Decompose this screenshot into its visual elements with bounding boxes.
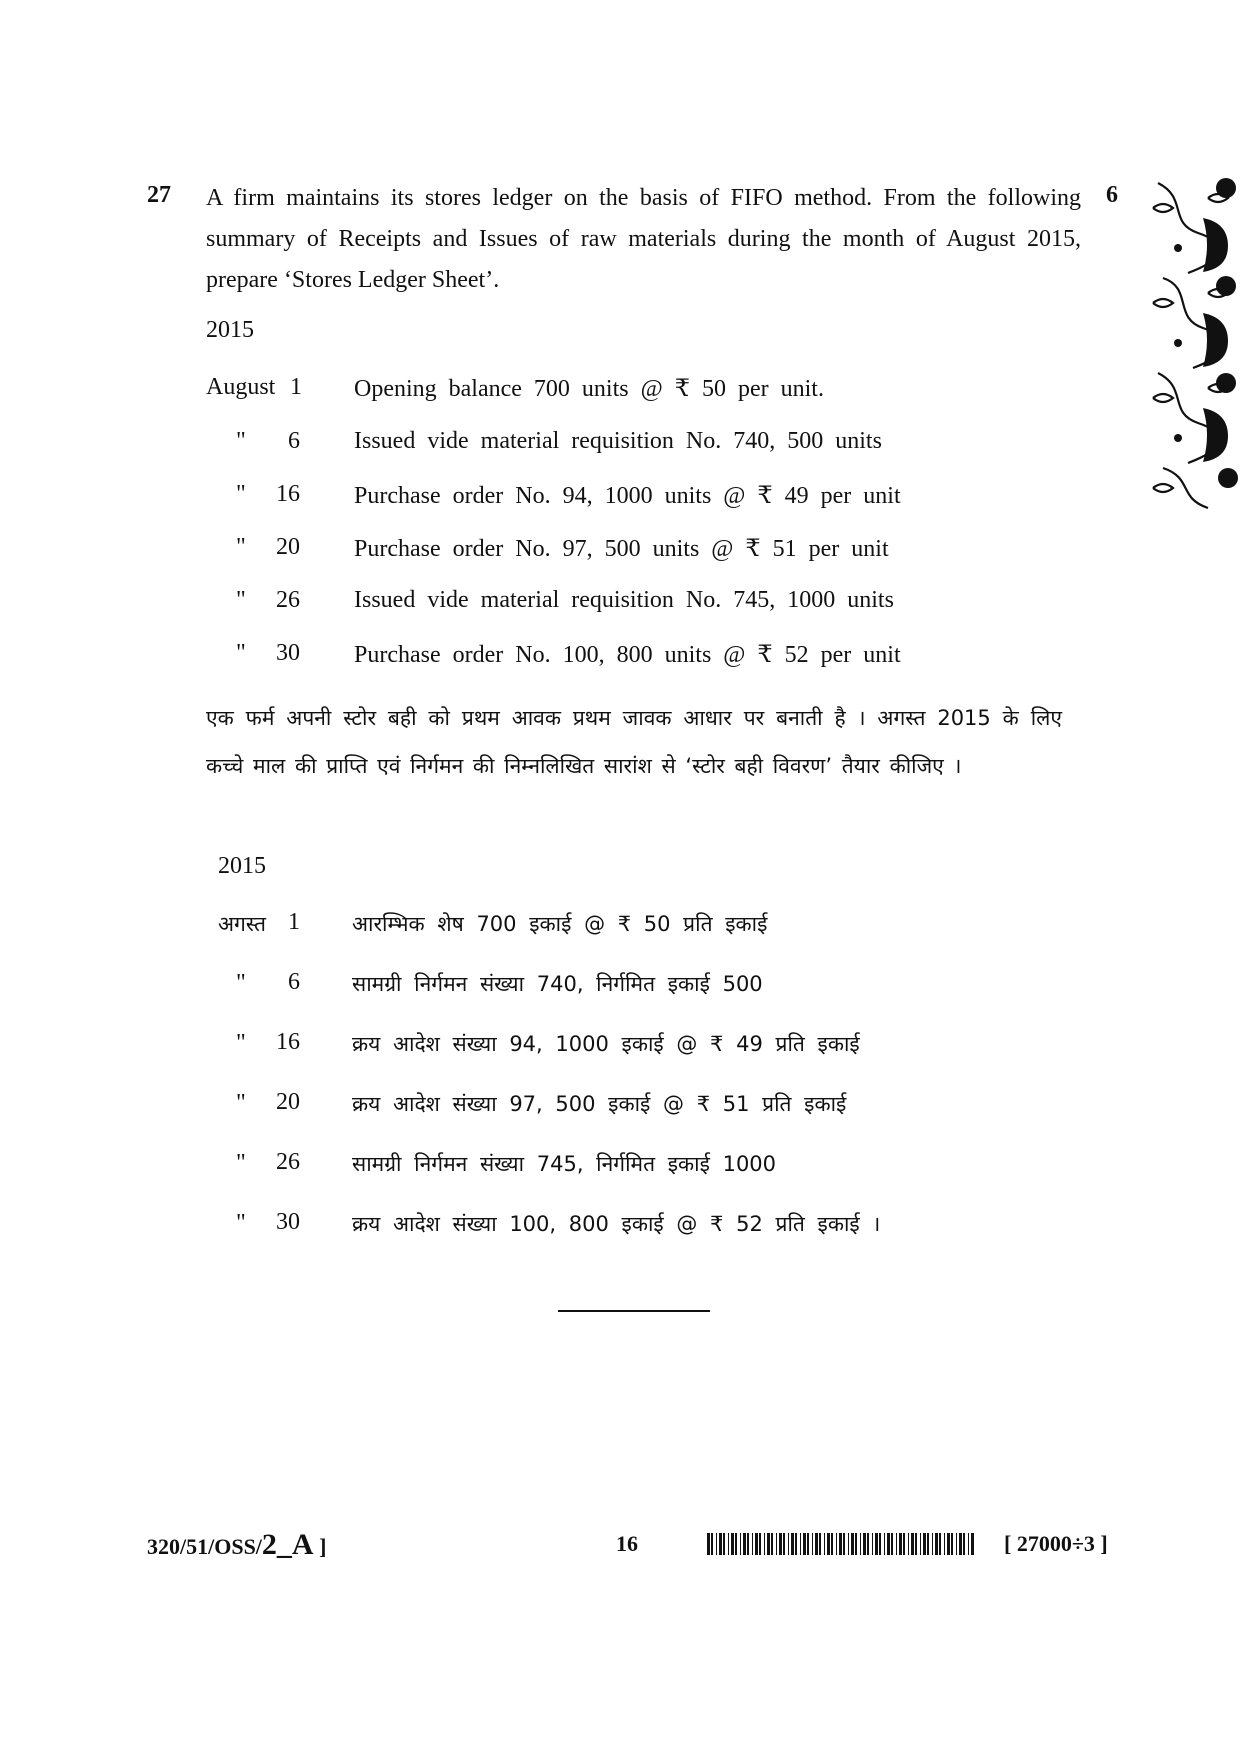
list-item bbox=[0, 1090, 1000, 1124]
list-item bbox=[0, 640, 1000, 674]
row-month: August bbox=[206, 374, 276, 400]
row-ditto: " bbox=[236, 1090, 246, 1116]
row-day: 30 bbox=[276, 1209, 300, 1235]
row-ditto: " bbox=[236, 1150, 246, 1176]
row-description: सामग्री निर्गमन संख्या 745, निर्गमित इकाई 1000 bbox=[352, 1152, 777, 1176]
english-year: 2015 bbox=[206, 317, 254, 343]
list-item bbox=[0, 587, 1000, 621]
row-description: क्रय आदेश संख्या 100, 800 इकाई @ ₹ 52 प्रति इकाई । bbox=[352, 1212, 881, 1236]
question-marks: 6 bbox=[1106, 182, 1118, 208]
row-description: क्रय आदेश संख्या 97, 500 इकाई @ ₹ 51 प्रति इकाई bbox=[352, 1092, 847, 1116]
decorative-border-ornament-icon bbox=[1148, 178, 1238, 513]
row-description: Issued vide material requisition No. 740, 500 units bbox=[354, 428, 882, 454]
row-ditto: " bbox=[236, 1030, 246, 1056]
list-item bbox=[0, 534, 1000, 568]
row-day: 26 bbox=[276, 1149, 300, 1175]
list-item bbox=[0, 1210, 1000, 1244]
row-ditto: " bbox=[236, 428, 246, 454]
question-english-text: A firm maintains its stores ledger on the basis of FIFO method. From the following summary of Receipts and Issues of raw materials during the month of August 2015, prepare ‘Stores Ledger Sheet’. bbox=[206, 185, 1081, 293]
row-day: 6 bbox=[288, 969, 300, 995]
list-item bbox=[0, 481, 1000, 515]
row-day: 1 bbox=[290, 374, 302, 400]
paper-code bbox=[147, 1528, 326, 1562]
row-description: Purchase order No. 94, 1000 units @ ₹ 49 per unit bbox=[354, 483, 901, 509]
list-item bbox=[0, 428, 1000, 462]
row-ditto: " bbox=[236, 587, 246, 613]
row-description: Purchase order No. 97, 500 units @ ₹ 51 per unit bbox=[354, 536, 889, 562]
row-month: अगस्त bbox=[218, 912, 267, 936]
list-item bbox=[0, 1030, 1000, 1064]
paper-code-prefix: 320/51/OSS/ bbox=[147, 1534, 262, 1559]
paper-code-set: 2_A bbox=[261, 1528, 314, 1561]
row-day: 16 bbox=[276, 481, 300, 507]
row-ditto: " bbox=[236, 1210, 246, 1236]
row-description: Opening balance 700 units @ ₹ 50 per unit. bbox=[354, 376, 824, 402]
row-ditto: " bbox=[236, 970, 246, 996]
row-ditto: " bbox=[236, 640, 246, 666]
row-ditto: " bbox=[236, 534, 246, 560]
row-description: सामग्री निर्गमन संख्या 740, निर्गमित इकाई 500 bbox=[352, 972, 763, 996]
barcode-icon bbox=[707, 1533, 977, 1555]
list-item bbox=[0, 910, 1000, 944]
row-description: Purchase order No. 100, 800 units @ ₹ 52 per unit bbox=[354, 642, 901, 668]
row-ditto: " bbox=[236, 481, 246, 507]
row-description: क्रय आदेश संख्या 94, 1000 इकाई @ ₹ 49 प्रति इकाई bbox=[352, 1032, 860, 1056]
row-day: 20 bbox=[276, 1089, 300, 1115]
row-day: 30 bbox=[276, 640, 300, 666]
row-day: 20 bbox=[276, 534, 300, 560]
paper-code-bracket: ] bbox=[319, 1534, 327, 1559]
row-description: Issued vide material requisition No. 745, 1000 units bbox=[354, 587, 894, 613]
row-day: 1 bbox=[288, 909, 300, 935]
list-item bbox=[0, 1150, 1000, 1184]
page-number: 16 bbox=[616, 1531, 638, 1556]
question-hindi-text: एक फर्म अपनी स्टोर बही को प्रथम आवक प्रथम जावक आधार पर बनाती है । अगस्त 2015 के लिए कच्चे माल की प्राप्ति एवं निर्गमन की निम्नलिखित सारांश से ‘स्टोर बही विवरण’ तैयार कीजिए । bbox=[206, 706, 1062, 778]
row-description: आरम्भिक शेष 700 इकाई @ ₹ 50 प्रति इकाई bbox=[352, 912, 768, 936]
list-item bbox=[0, 970, 1000, 1004]
row-day: 6 bbox=[288, 428, 300, 454]
copy-count: [ 27000÷3 ] bbox=[1004, 1531, 1108, 1556]
question-number: 27 bbox=[147, 182, 171, 208]
row-day: 16 bbox=[276, 1029, 300, 1055]
list-item bbox=[0, 374, 1000, 408]
row-day: 26 bbox=[276, 587, 300, 613]
hindi-year: 2015 bbox=[218, 853, 266, 879]
end-divider bbox=[558, 1310, 710, 1312]
